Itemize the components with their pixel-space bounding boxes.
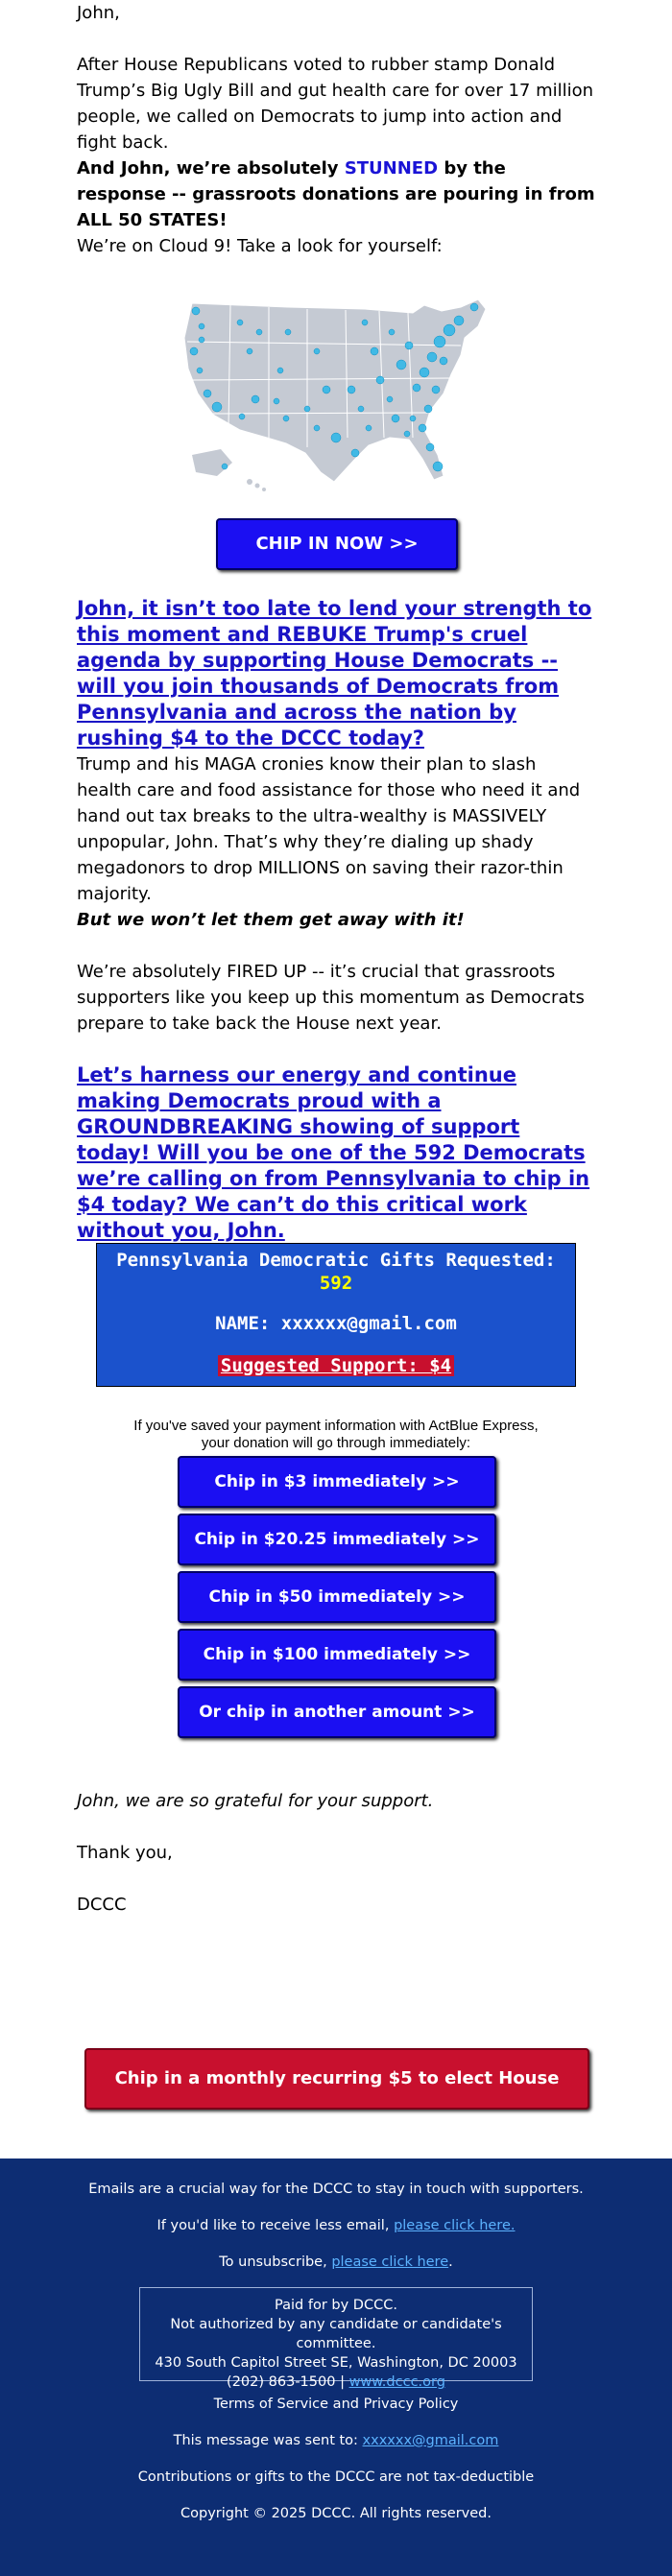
chip-100-button[interactable]: Chip in $100 immediately >> [178, 1629, 496, 1681]
less-email-link[interactable]: please click here. [394, 2218, 516, 2233]
gifts-requested-box [96, 1243, 576, 1387]
cloud9-paragraph: We’re on Cloud 9! Take a look for yourself: [77, 236, 443, 256]
terms-privacy-link[interactable]: Terms of Service and Privacy Policy [213, 2397, 459, 2412]
footer [0, 2159, 672, 2576]
paid-by: Paid for by DCCC. [275, 2298, 397, 2313]
stunned-word: STUNNED [344, 158, 439, 179]
actblue-note-line-2: your donation will go through immediately: [201, 1435, 471, 1451]
stunned-paragraph [77, 155, 595, 233]
gifts-name-line: NAME: xxxxxx@gmail.com [215, 1313, 457, 1334]
sent-to-line [0, 2433, 672, 2448]
sent-to-email-link[interactable]: xxxxxx@gmail.com [362, 2433, 499, 2448]
unsubscribe-text: To unsubscribe, [219, 2254, 332, 2270]
maga-paragraph: Trump and his MAGA cronies know their plan to slash health care and food assistance for those who need it and hand out tax breaks to the ultra-wealthy is MASSIVELY unpopular, John. That’s why they’re dialing up shady megadonors to drop MILLIONS on saving their razor-thin majority. [77, 754, 581, 904]
phone: (202) 863-1500 | [227, 2374, 349, 2390]
footer-unsubscribe [0, 2254, 672, 2270]
footer-less-email [0, 2218, 672, 2233]
us-donation-map[interactable] [173, 294, 499, 505]
paid-for-box [139, 2287, 533, 2390]
intro-paragraph: After House Republicans voted to rubber stamp Donald Trump’s Big Ugly Bill and gut health care for over 17 million people, we called on Democrats to jump into action and fight back. [77, 55, 594, 153]
copyright: Copyright © 2025 DCCC. All rights reserved. [180, 2506, 492, 2521]
chip-3-button[interactable]: Chip in $3 immediately >> [178, 1456, 496, 1508]
website-link[interactable]: www.dccc.org [348, 2374, 445, 2390]
unsubscribe-link[interactable]: please click here [331, 2254, 449, 2270]
signature: DCCC [77, 1895, 127, 1915]
stunned-before: And John, we’re absolutely [77, 158, 345, 179]
wont-let-them-paragraph: But we won’t let them get away with it! [77, 910, 465, 930]
actblue-express-note [96, 1418, 576, 1452]
unsubscribe-end: . [448, 2254, 453, 2270]
sent-to-text: This message was sent to: [173, 2433, 363, 2448]
footer-crucial-line: Emails are a crucial way for the DCCC to stay in touch with supporters. [88, 2182, 584, 2197]
rebuke-headline-link[interactable]: John, it isn’t too late to lend your strength to this moment and REBUKE Trump's cruel agenda by supporting House Democrats -- will you join thousands of Democrats from Pennsylvania and across the nation by rushing $4 to the DCCC today? [77, 597, 592, 750]
suggested-support-link[interactable]: Suggested Support: $4 [218, 1355, 454, 1376]
phone-website [140, 2373, 532, 2392]
closing-line: John, we are so grateful for your support. [77, 1791, 434, 1811]
chip-50-button[interactable]: Chip in $50 immediately >> [178, 1571, 496, 1623]
fired-up-paragraph: We’re absolutely FIRED UP -- it’s crucial that grassroots supporters like you keep up this momentum as Democrats prepare to take back the House next year. [77, 962, 585, 1034]
suggested-support[interactable] [97, 1355, 575, 1376]
address: 430 South Capitol Street SE, Washington, DC 20003 [155, 2355, 517, 2371]
gifts-title: Pennsylvania Democratic Gifts Requested: [116, 1250, 556, 1271]
chip-in-now-button[interactable]: CHIP IN NOW >> [216, 518, 458, 570]
tax-deductible-note: Contributions or gifts to the DCCC are not tax-deductible [137, 2469, 535, 2485]
not-authorized: Not authorized by any candidate or candidate's committee. [170, 2317, 502, 2351]
thank-you-line: Thank you, [77, 1843, 173, 1863]
less-email-text: If you'd like to receive less email, [156, 2218, 395, 2233]
monthly-recurring-button[interactable]: Chip in a monthly recurring $5 to elect House Dems >> [84, 2048, 589, 2110]
hawaii-shape [247, 479, 266, 491]
alaska-shape [192, 449, 232, 476]
actblue-note-line-1: If you've saved your payment information with ActBlue Express, [133, 1418, 539, 1434]
chip-other-amount-button[interactable]: Or chip in another amount >> [178, 1686, 496, 1738]
stunned-after: by the response -- grassroots donations are pouring in from ALL 50 STATES! [77, 158, 595, 230]
harness-energy-headline-link[interactable]: Let’s harness our energy and continue making Democrats proud with a GROUNDBREAKING showing of support today! Will you be one of the 592 Democrats we’re calling on from Pennsylvania to chip in $4 today? We can’t do this critical work without you, John. [77, 1063, 590, 1242]
chip-20-25-button[interactable]: Chip in $20.25 immediately >> [178, 1514, 496, 1565]
greeting: John, [77, 3, 120, 23]
gifts-count: 592 [319, 1273, 353, 1294]
